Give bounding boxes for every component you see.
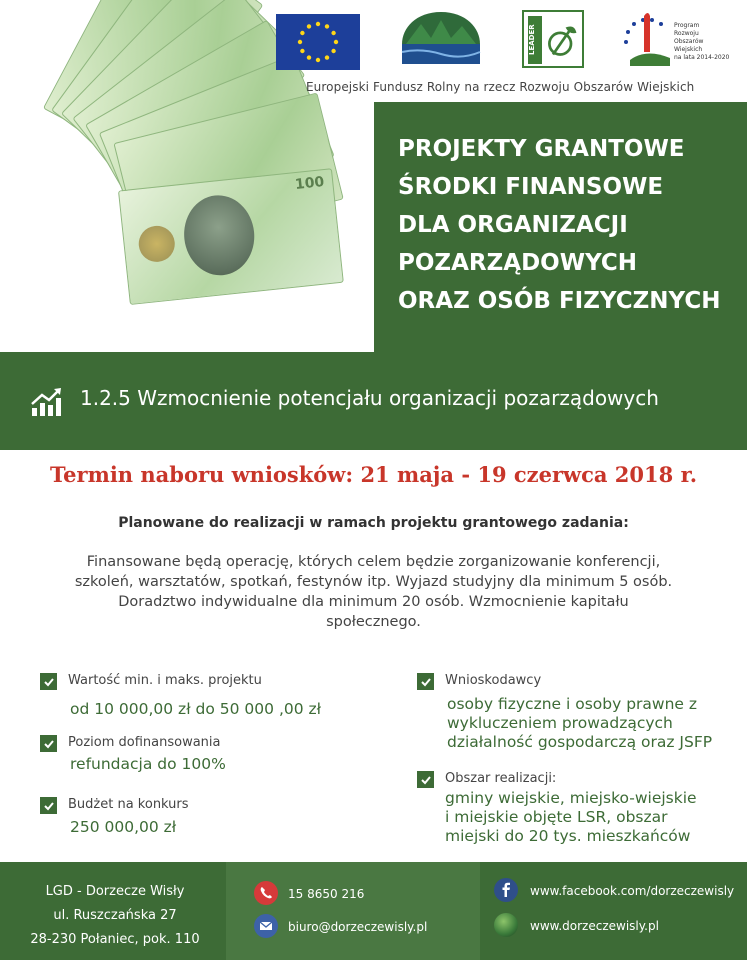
measure-title: 1.2.5 Wzmocnienie potencjału organizacji pozarządowych	[80, 386, 659, 410]
logos-row	[276, 8, 736, 72]
prow-logo-text: Program Rozwoju Obszarów Wiejskich na lata 2014-2020	[674, 22, 730, 61]
info-value: 250 000,00 zł	[70, 818, 177, 836]
info-label: Poziom dofinansowania	[68, 735, 221, 750]
website-link[interactable]: www.dorzeczewisly.pl	[530, 919, 659, 933]
planned-heading: Planowane do realizacji w ramach projektu grantowego zadania:	[118, 515, 629, 531]
check-icon	[40, 673, 57, 690]
top-section	[0, 0, 747, 352]
footer-address: LGD - Dorzecze Wisły ul. Ruszczańska 27 28-230 Połaniec, pok. 110	[30, 884, 200, 947]
eu-flag-logo	[276, 14, 360, 70]
fund-line: Europejski Fundusz Rolny na rzecz Rozwoju Obszarów Wiejskich	[306, 80, 695, 94]
banknote-portrait	[180, 192, 258, 279]
phone-icon	[254, 881, 278, 905]
footer-contact-column	[226, 862, 480, 960]
leader-logo-text: LEADER	[528, 16, 542, 64]
leader-logo	[522, 10, 584, 68]
deadline-text: Termin naboru wniosków: 21 maja - 19 czerwca 2018 r.	[49, 462, 698, 487]
info-value: refundacja do 100%	[70, 755, 226, 773]
facebook-icon	[494, 878, 518, 902]
banknote-crest	[137, 224, 177, 264]
info-label: Obszar realizacji:	[445, 771, 557, 786]
check-icon	[417, 771, 434, 788]
description: Finansowane będą operację, których celem będzie zorganizowanie konferencji, szkoleń, warsztatów, spotkań, festynów itp. Wyjazd studyjny dla minimum 5 osób. Doradztwo indywidualne dla minimum 20 osób. Wzmocnienie kapitału społecznego.	[74, 554, 673, 630]
check-icon	[417, 673, 434, 690]
email-link[interactable]: biuro@dorzeczewisly.pl	[288, 920, 428, 934]
globe-icon	[494, 913, 518, 937]
growth-chart-icon	[30, 386, 64, 418]
info-label: Wartość min. i maks. projektu	[68, 673, 262, 688]
info-value: od 10 000,00 zł do 50 000 ,00 zł	[70, 700, 322, 718]
info-value: osoby fizyczne i osoby prawne z wykluczeniem prowadzących działalność gospodarczą oraz JSFP	[447, 695, 713, 751]
banknote-front	[118, 168, 344, 305]
check-icon	[40, 797, 57, 814]
facebook-link[interactable]: www.facebook.com/dorzeczewisly	[530, 884, 735, 898]
lgd-dorzecze-wisly-logo	[396, 8, 486, 72]
banknote-denomination: 100	[294, 174, 326, 194]
prow-logo	[616, 8, 736, 72]
info-value: gminy wiejskie, miejsko-wiejskie i miejskie objęte LSR, obszar miejski do 20 tys. mieszkańców	[445, 789, 697, 845]
email-icon	[254, 914, 278, 938]
main-title: PROJEKTY GRANTOWE ŚRODKI FINANSOWE DLA ORGANIZACJI POZARZĄDOWYCH ORAZ OSÓB FIZYCZNYCH	[398, 136, 721, 314]
check-icon	[40, 735, 57, 752]
info-label: Budżet na konkurs	[68, 797, 189, 812]
info-label: Wnioskodawcy	[445, 673, 542, 688]
phone-number[interactable]: 15 8650 216	[288, 887, 365, 901]
